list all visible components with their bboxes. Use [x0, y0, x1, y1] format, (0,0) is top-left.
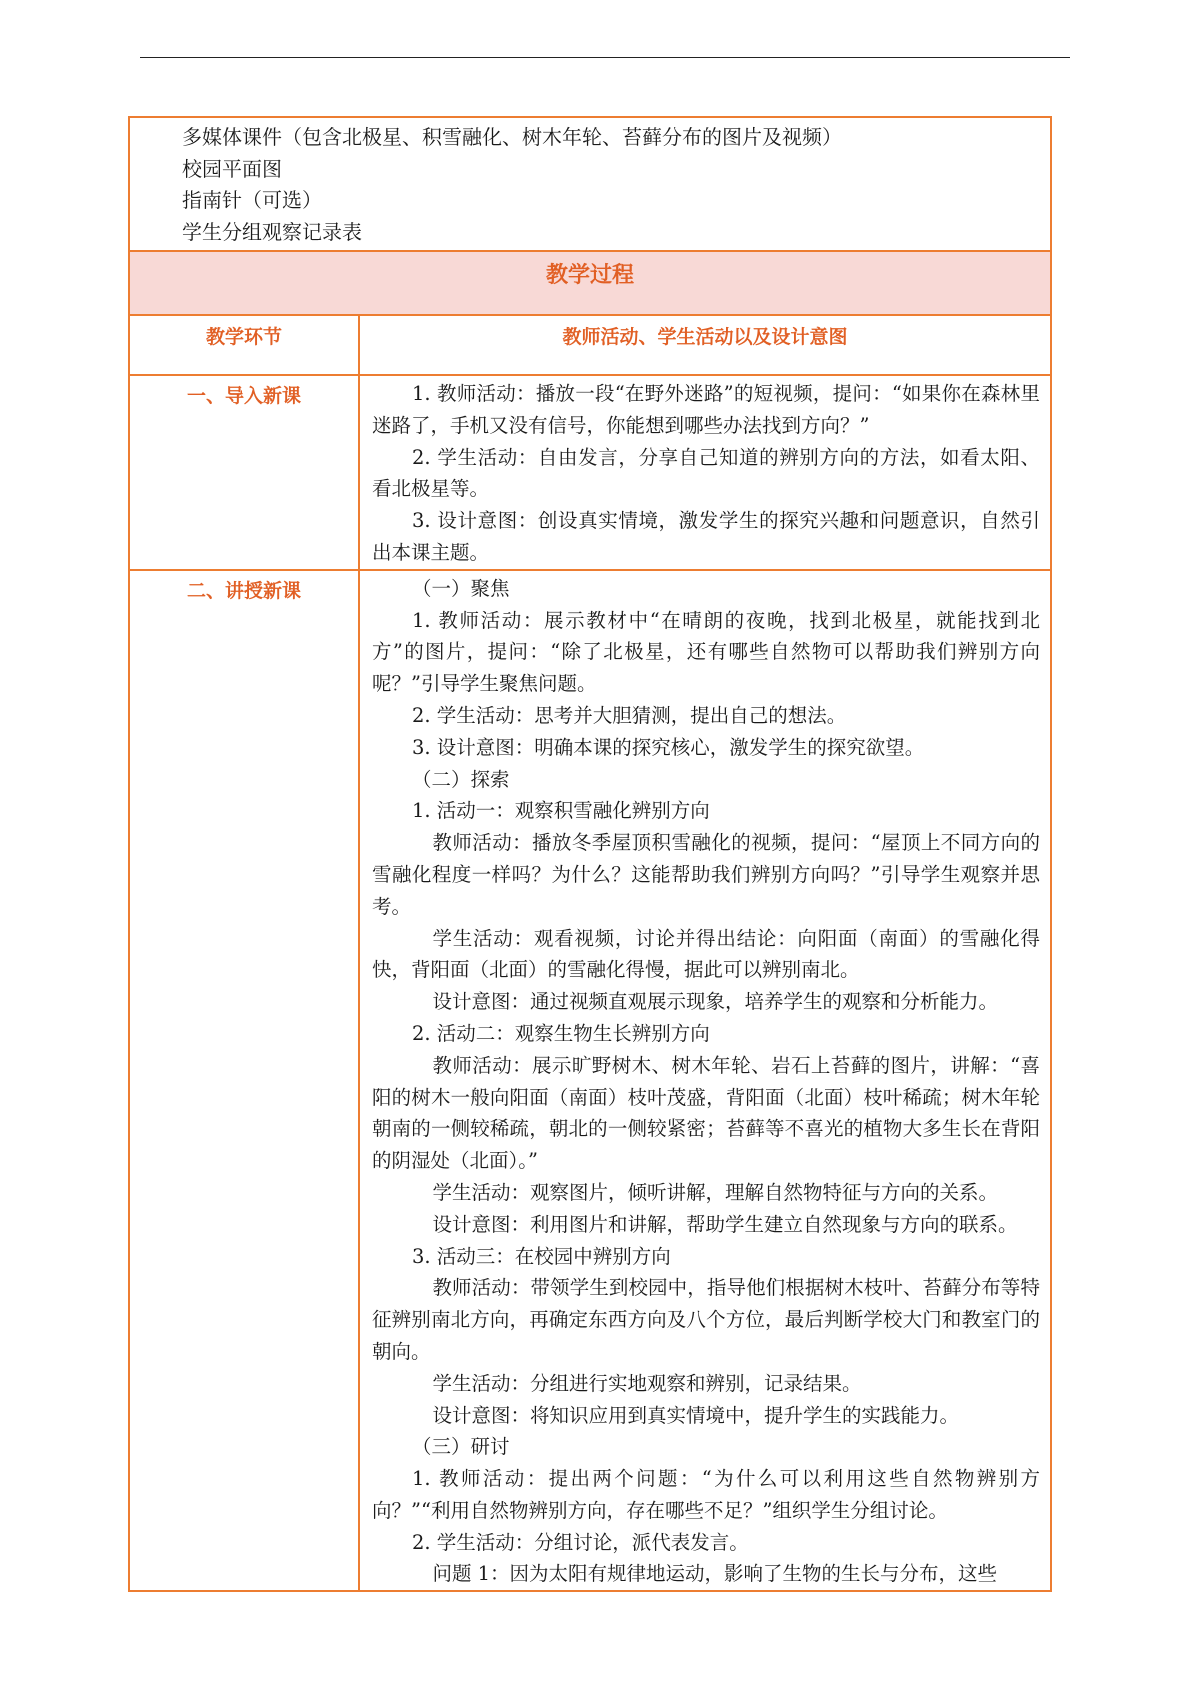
- header-stage: 教学环节: [129, 315, 359, 375]
- paragraph: 设计意图：通过视频直观展示现象，培养学生的观察和分析能力。: [432, 990, 998, 1014]
- header-activities: 教师活动、学生活动以及设计意图: [359, 315, 1051, 375]
- paragraph: 学生活动：分组进行实地观察和辨别，记录结果。: [432, 1371, 862, 1395]
- paragraph: 1. 教师活动：播放一段“在野外迷路”的短视频，提问：“如果你在森林里迷路了，手机又没有信号，你能想到哪些办法找到方向？”: [372, 382, 1040, 437]
- section-title: 教学过程: [545, 262, 634, 288]
- activity-heading: 2. 活动二：观察生物生长辨别方向: [411, 1021, 710, 1045]
- paragraph: 问题 1：因为太阳有规律地运动，影响了生物的生长与分布，这些: [432, 1562, 998, 1586]
- paragraph: 学生活动：观察图片，倾听讲解，理解自然物特征与方向的关系。: [432, 1180, 998, 1204]
- activity-heading: 3. 活动三：在校园中辨别方向: [411, 1244, 671, 1268]
- material-item: 多媒体课件（包含北极星、积雪融化、树木年轮、苔藓分布的图片及视频）: [182, 125, 842, 149]
- paragraph: 教师活动：带领学生到校园中，指导他们根据树木枝叶、苔藓分布等特征辨别南北方向，再确定东西方向及八个方位，最后判断学校大门和教室门的朝向。: [372, 1276, 1040, 1363]
- stage-row-intro: [129, 375, 1051, 570]
- stage-content: [359, 375, 1051, 570]
- materials-cell: [129, 117, 1051, 251]
- paragraph: 3. 设计意图：明确本课的探究核心，激发学生的探究欲望。: [411, 735, 925, 759]
- paragraph: 2. 学生活动：分组讨论，派代表发言。: [411, 1530, 749, 1554]
- stage-label: 二、讲授新课: [129, 570, 359, 1592]
- header-rule: [140, 57, 1070, 58]
- material-item: 校园平面图: [182, 156, 282, 181]
- paragraph: 2. 学生活动：思考并大胆猜测，提出自己的想法。: [411, 703, 847, 727]
- paragraph: 1. 教师活动：提出两个问题：“为什么可以利用这些自然物辨别方向？”“利用自然物辨别方向，存在哪些不足？”组织学生分组讨论。: [372, 1467, 1040, 1522]
- material-item: 指南针（可选）: [182, 188, 322, 212]
- paragraph: 教师活动：展示旷野树木、树木年轮、岩石上苔藓的图片，讲解：“喜阳的树木一般向阳面（南面）枝叶茂盛，背阳面（北面）枝叶稀疏；树木年轮朝南的一侧较稀疏，朝北的一侧较紧密；苔藓等不喜光的植物大多生长在背阳的阴湿处（北面）。”: [372, 1053, 1040, 1173]
- subsection-heading: （一）聚焦: [411, 576, 510, 600]
- section-banner-row: [129, 251, 1051, 315]
- activity-heading: 1. 活动一：观察积雪融化辨别方向: [411, 799, 710, 823]
- stage-row-new-lesson: [129, 570, 1051, 1592]
- materials-row: [129, 117, 1051, 251]
- stage-label: 一、导入新课: [129, 375, 359, 570]
- subsection-heading: （二）探索: [411, 767, 510, 791]
- lesson-plan-table: [128, 116, 1052, 1592]
- paragraph: 1. 教师活动：展示教材中“在晴朗的夜晚，找到北极星，就能找到北方”的图片，提问：“除了北极星，还有哪些自然物可以帮助我们辨别方向呢？”引导学生聚焦问题。: [372, 608, 1040, 696]
- paragraph: 设计意图：将知识应用到真实情境中，提升学生的实践能力。: [432, 1403, 959, 1427]
- material-item: 学生分组观察记录表: [182, 219, 362, 244]
- paragraph: 2. 学生活动：自由发言，分享自己知道的辨别方向的方法，如看太阳、看北极星等。: [372, 445, 1040, 501]
- stage-content: [359, 570, 1051, 1592]
- subsection-heading: （三）研讨: [411, 1435, 510, 1459]
- paragraph: 3. 设计意图：创设真实情境，激发学生的探究兴趣和问题意识，自然引出本课主题。: [372, 509, 1040, 564]
- paragraph: 设计意图：利用图片和讲解，帮助学生建立自然现象与方向的联系。: [432, 1212, 1018, 1236]
- section-banner: [129, 251, 1051, 315]
- paragraph: 学生活动：观看视频，讨论并得出结论：向阳面（南面）的雪融化得快，背阳面（北面）的雪融化得慢，据此可以辨别南北。: [372, 926, 1040, 982]
- paragraph: 教师活动：播放冬季屋顶积雪融化的视频，提问：“屋顶上不同方向的雪融化程度一样吗？为什么？这能帮助我们辨别方向吗？”引导学生观察并思考。: [372, 831, 1040, 918]
- table-header-row: [129, 315, 1051, 375]
